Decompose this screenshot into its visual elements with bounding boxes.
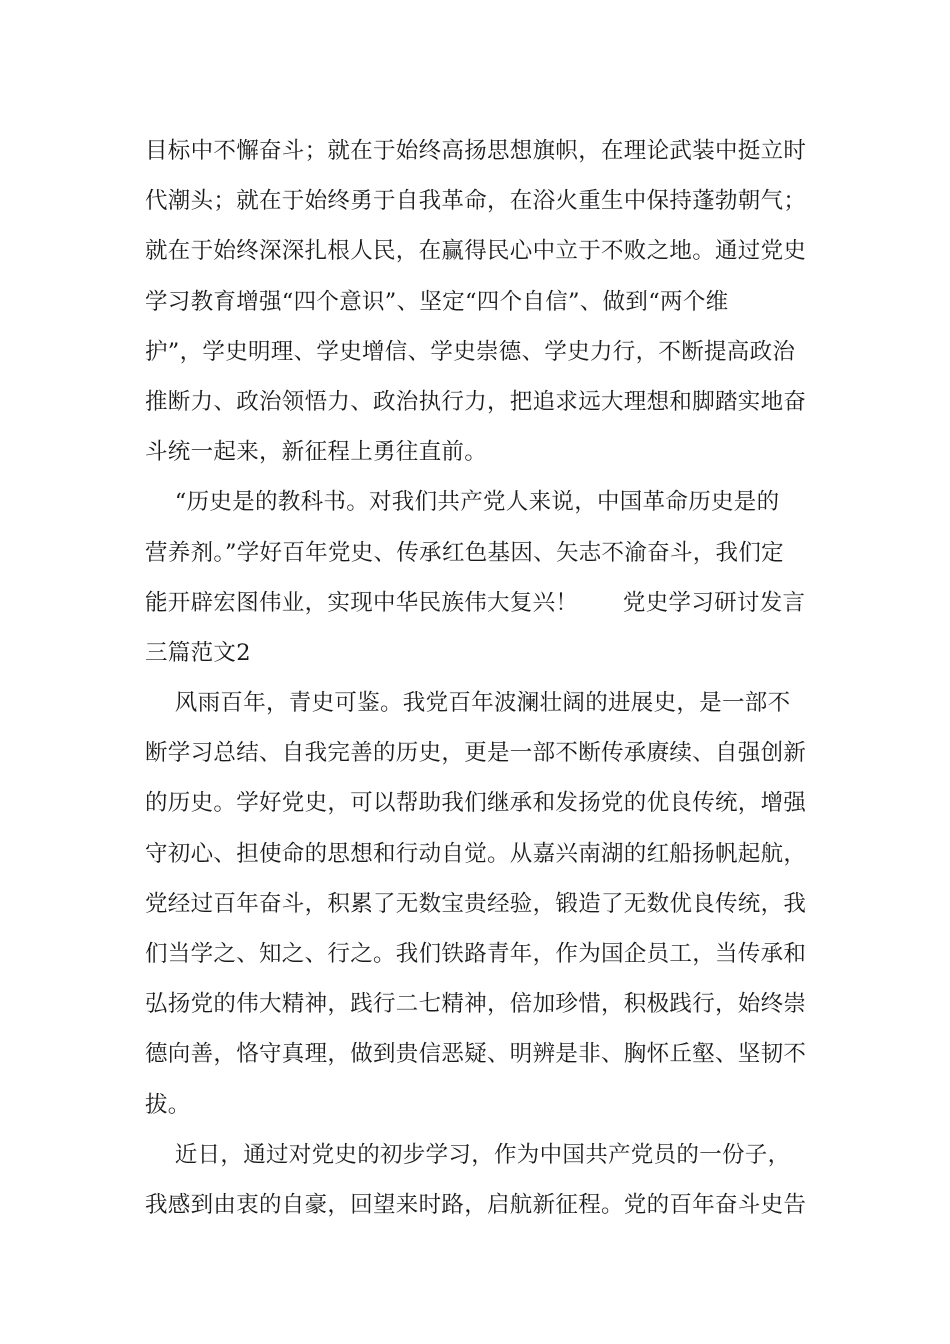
text-line: 学习教育增强“四个意识”、坚定“四个自信”、做到“两个维 [145, 288, 729, 315]
text-line: 党经过百年奋斗，积累了无数宝贵经验，锻造了无数优良传统，我 [145, 890, 807, 917]
text-line: 护”，学史明理、学史增信、学史崇德、学史力行，不断提高政治 [145, 338, 796, 365]
text-line: “历史是的教科书。对我们共产党人来说，中国革命历史是的 [145, 489, 780, 516]
text-line: 弘扬党的伟大精神，践行二七精神，倍加珍惜，积极践行，始终崇 [145, 991, 807, 1018]
text-line: 风雨百年，青史可鉴。我党百年波澜壮阔的进展史，是一部不 [145, 690, 791, 717]
document-body [145, 126, 810, 1230]
text-line: 就在于始终深深扎根人民，在赢得民心中立于不败之地。通过党史 [145, 238, 807, 265]
text-line: 目标中不懈奋斗；就在于始终高扬思想旗帜，在理论武装中挺立时 [145, 138, 807, 164]
text-line: 斗统一起来，新征程上勇往直前。 [145, 439, 488, 466]
text-line: 三篇范文2 [145, 639, 251, 666]
text-line: 能开辟宏图伟业，实现中华民族伟大复兴！ 党史学习研讨发言 [145, 589, 806, 616]
text-line: 拔。 [145, 1091, 191, 1118]
text-line: 德向善，恪守真理，做到贵信恶疑、明辨是非、胸怀丘壑、坚韧不 [145, 1041, 807, 1068]
text-line: 推断力、政治领悟力、政治执行力，把追求远大理想和脚踏实地奋 [145, 388, 807, 415]
text-line: 守初心、担使命的思想和行动自觉。从嘉兴南湖的红船扬帆起航， [145, 840, 807, 867]
text-line: 营养剂。”学好百年党史、传承红色基因、矢志不渝奋斗，我们定 [145, 539, 784, 566]
text-line: 的历史。学好党史，可以帮助我们继承和发扬党的优良传统，增强 [145, 790, 807, 817]
text-line: 们当学之、知之、行之。我们铁路青年，作为国企员工，当传承和 [145, 941, 807, 967]
text-line: 断学习总结、自我完善的历史，更是一部不断传承赓续、自强创新 [145, 740, 807, 767]
text-line: 近日，通过对党史的初步学习，作为中国共产党员的一份子， [145, 1141, 791, 1168]
text-line: 代潮头；就在于始终勇于自我革命，在浴火重生中保持蓬勃朝气； [145, 188, 807, 215]
text-line: 我感到由衷的自豪，回望来时路，启航新征程。党的百年奋斗史告 [145, 1191, 807, 1218]
